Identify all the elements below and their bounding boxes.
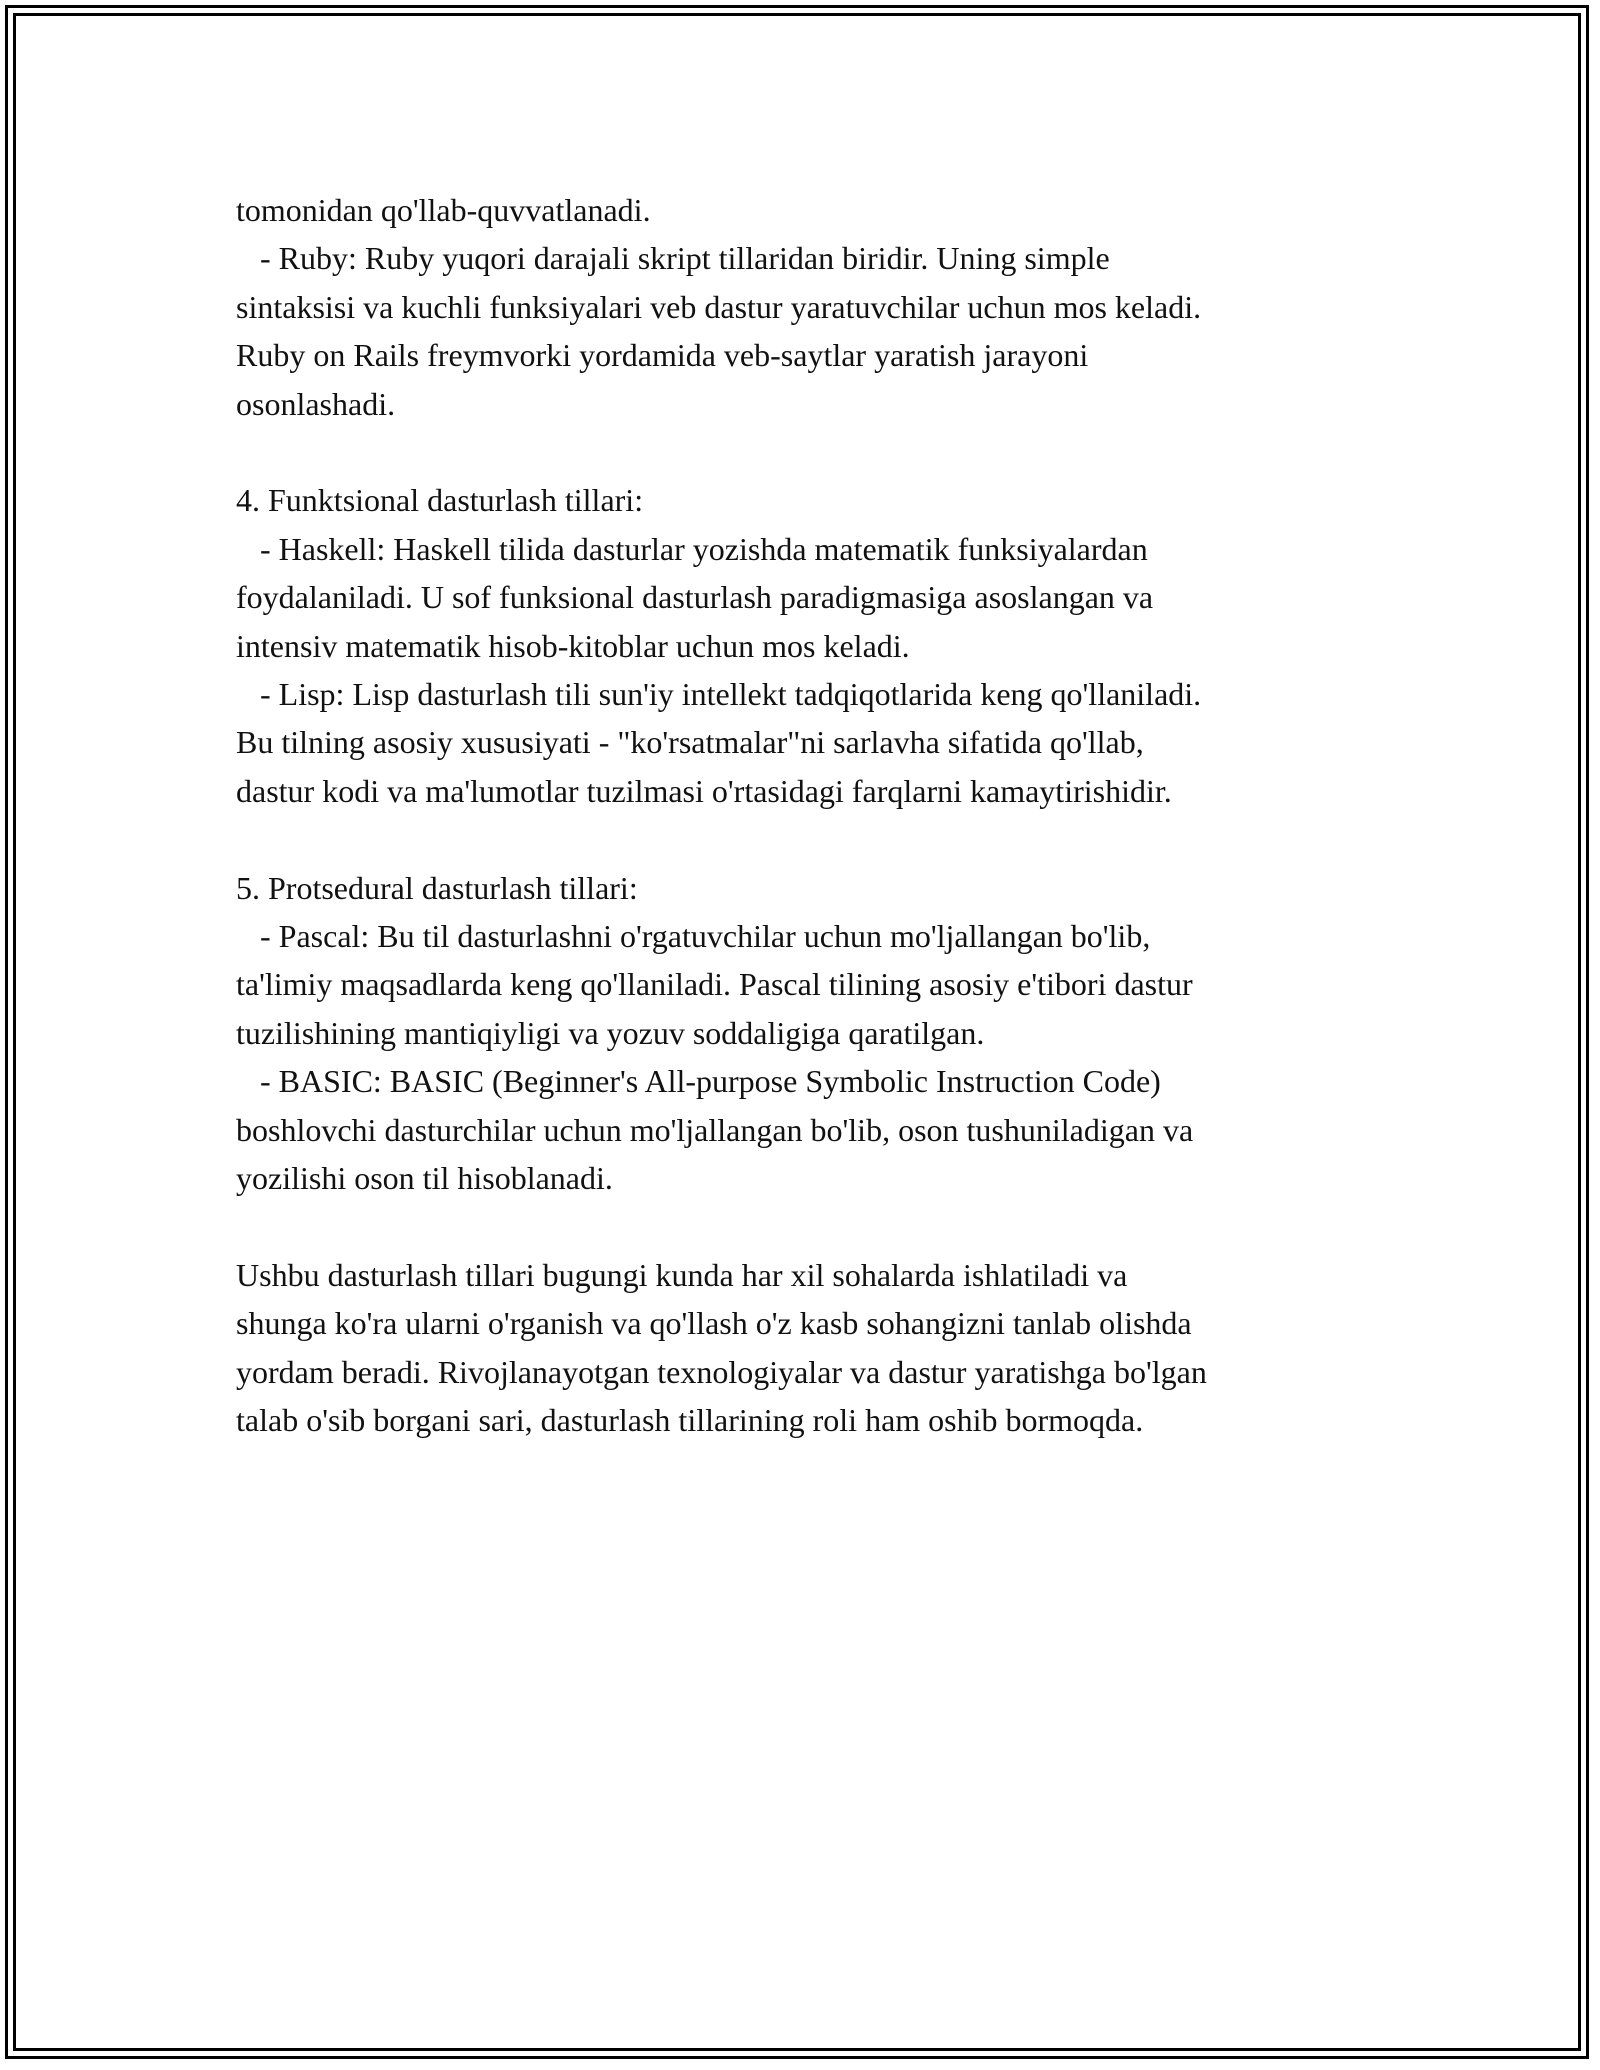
paragraph-gap: [236, 815, 1376, 863]
paragraph-gap: [236, 428, 1376, 476]
section-heading: 5. Protsedural dasturlash tillari:: [236, 869, 638, 906]
section-heading: 4. Funktsional dasturlash tillari:: [236, 482, 644, 519]
text-line: dastur kodi va ma'lumotlar tuzilmasi o'rtasidagi farqlarni kamaytirishidir.: [236, 772, 1172, 809]
text-line: Ushbu dasturlash tillari bugungi kunda har xil sohalarda ishlatiladi va: [236, 1256, 1128, 1293]
text-line: boshlovchi dasturchilar uchun mo'ljallangan bo'lib, oson tushuniladigan va: [236, 1111, 1194, 1148]
text-line: - Ruby: Ruby yuqori darajali skript tillaridan biridir. Uning simple: [236, 240, 1110, 277]
document-body: [236, 186, 1376, 1445]
text-line: - Pascal: Bu til dasturlashni o'rgatuvchilar uchun mo'ljallangan bo'lib,: [236, 918, 1151, 955]
text-line: shunga ko'ra ularni o'rganish va qo'llash o'z kasb sohangizni tanlab olishda: [236, 1305, 1192, 1342]
text-line: tuzilishining mantiqiyligi va yozuv soddaligiga qaratilgan.: [236, 1014, 985, 1051]
text-line: foydalaniladi. U sof funksional dasturlash paradigmasiga asoslangan va: [236, 579, 1154, 616]
text-line: talab o'sib borgani sari, dasturlash tillarining roli ham oshib bormoqda.: [236, 1402, 1144, 1439]
ruby-paragraph: [236, 186, 1376, 428]
text-line: yordam beradi. Rivojlanayotgan texnologiyalar va dastur yaratishga bo'lgan: [236, 1353, 1207, 1390]
text-line: Ruby on Rails freymvorki yordamida veb-saytlar yaratish jarayoni: [236, 337, 1089, 374]
paragraph-gap: [236, 1203, 1376, 1251]
text-line: sintaksisi va kuchli funksiyalari veb dastur yaratuvchilar uchun mos keladi.: [236, 288, 1202, 325]
conclusion-paragraph: [236, 1251, 1376, 1445]
text-line: - BASIC: BASIC (Beginner's All-purpose Symbolic Instruction Code): [236, 1063, 1161, 1100]
procedural-languages-section: [236, 864, 1376, 1203]
functional-languages-section: [236, 476, 1376, 815]
text-line: ta'limiy maqsadlarda keng qo'llaniladi. Pascal tilining asosiy e'tibori dastur: [236, 966, 1193, 1003]
text-line: intensiv matematik hisob-kitoblar uchun mos keladi.: [236, 627, 910, 664]
text-line: tomonidan qo'llab-quvvatlanadi.: [236, 192, 651, 228]
text-line: - Haskell: Haskell tilida dasturlar yozishda matematik funksiyalardan: [236, 530, 1148, 567]
text-line: Bu tilning asosiy xususiyati - "ko'rsatmalar"ni sarlavha sifatida qo'llab,: [236, 724, 1144, 761]
text-line: osonlashadi.: [236, 385, 396, 422]
text-line: - Lisp: Lisp dasturlash tili sun'iy intellekt tadqiqotlarida keng qo'llaniladi.: [236, 676, 1202, 713]
text-line: yozilishi oson til hisoblanadi.: [236, 1160, 613, 1197]
